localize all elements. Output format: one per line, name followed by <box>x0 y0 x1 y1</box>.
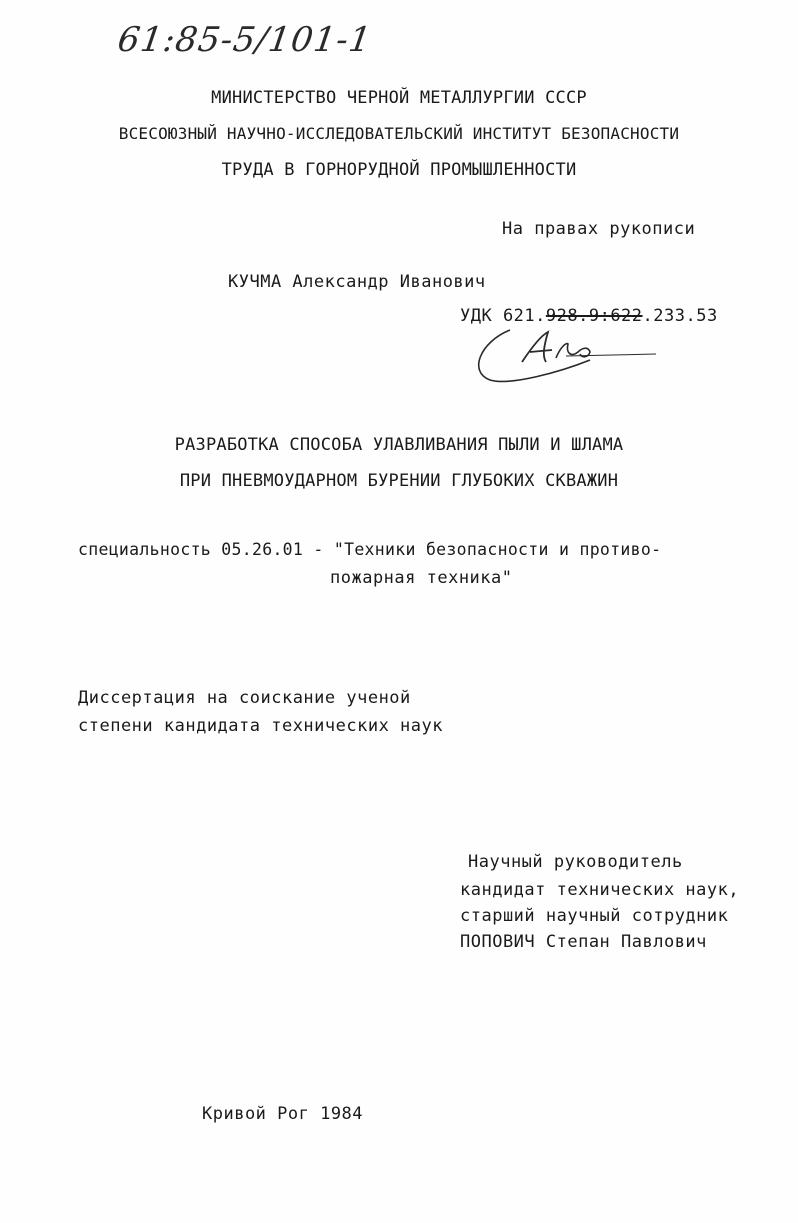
supervisor-line1: Научный руководитель <box>468 852 683 872</box>
dissertation-line1: Диссертация на соискание ученой <box>78 688 411 708</box>
manuscript-rights-note: На правах рукописи <box>502 219 696 239</box>
specialty-line1: специальность 05.26.01 - "Техники безопасности и противо- <box>78 540 662 559</box>
ministry-name: МИНИСТЕРСТВО ЧЕРНОЙ МЕТАЛЛУРГИИ СССР <box>211 88 587 108</box>
thesis-title-line1: РАЗРАБОТКА СПОСОБА УЛАВЛИВАНИЯ ПЫЛИ И ШЛАМА <box>174 435 624 455</box>
supervisor-line4: ПОПОВИЧ Степан Павлович <box>460 932 707 952</box>
supervisor-line3: старший научный сотрудник <box>460 906 729 926</box>
place-and-year: Кривой Рог 1984 <box>202 1104 364 1124</box>
author-name: КУЧМА Александр Иванович <box>228 272 486 292</box>
institute-name-line2: ТРУДА В ГОРНОРУДНОЙ ПРОМЫШЛЕННОСТИ <box>221 160 577 180</box>
udk-suffix: .233.53 <box>642 306 718 326</box>
supervisor-line2: кандидат технических наук, <box>460 880 740 900</box>
udk-prefix: УДК 62 <box>460 306 525 326</box>
institute-name-line1: ВСЕСОЮЗНЫЙ НАУЧНО-ИССЛЕДОВАТЕЛЬСКИЙ ИНСТИТУТ БЕЗОПАСНОСТИ <box>118 124 680 143</box>
archive-mark: 61:85-5/101-1 <box>115 20 375 60</box>
specialty-line2: пожарная техника" <box>330 568 513 588</box>
udk-part1: 1. <box>524 306 546 326</box>
thesis-title-line2: ПРИ ПНЕВМОУДАРНОМ БУРЕНИИ ГЛУБОКИХ СКВАЖИН <box>179 471 619 491</box>
dissertation-line2: степени кандидата технических наук <box>78 716 443 736</box>
udk-struck-part: 928.9:622 <box>545 306 643 326</box>
signature-image <box>470 322 670 392</box>
